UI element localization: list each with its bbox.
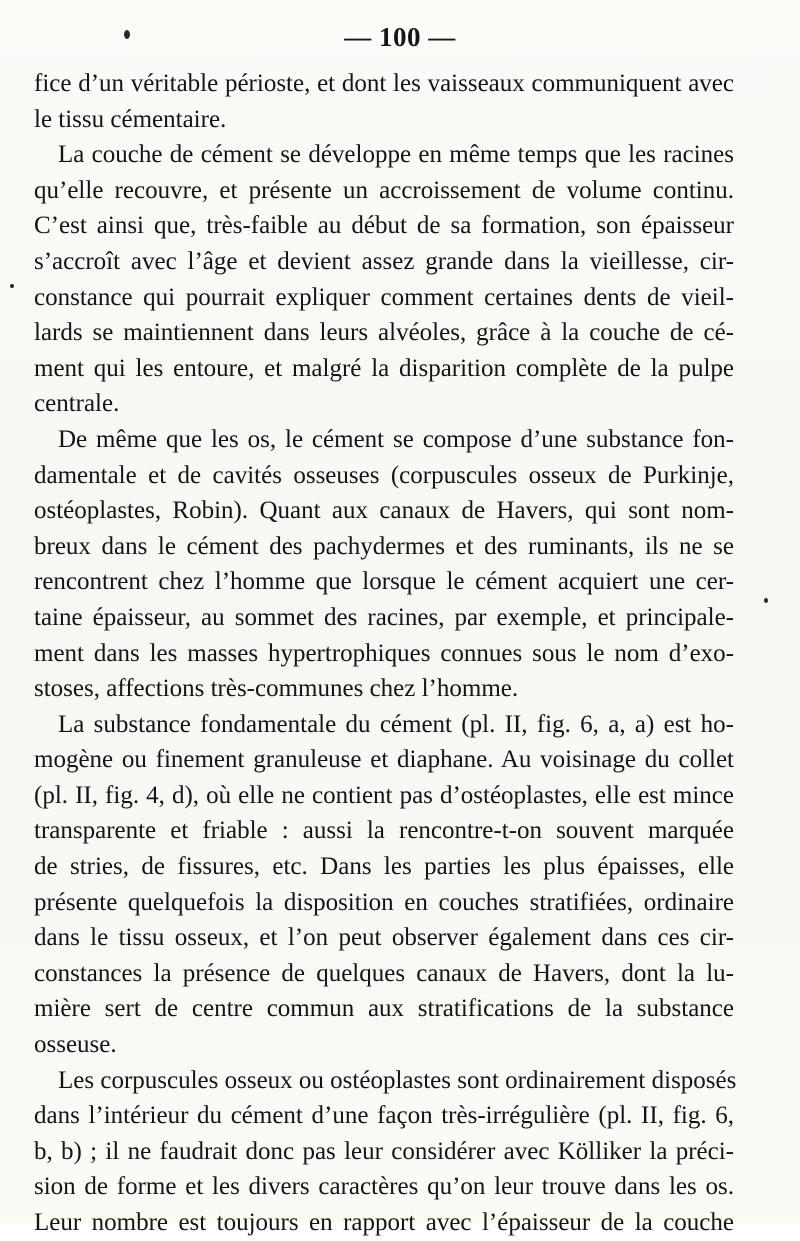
text-line: b, b) ; il ne faudrait donc pas leur considérer avec Kölliker la préci- <box>34 1137 734 1165</box>
text-line: rencontrent chez l’homme que lorsque le cément acquiert une cer- <box>34 568 734 596</box>
text-line: breux dans le cément des pachydermes et des ruminants, ils ne se <box>34 532 734 560</box>
text-line: mogène ou finement granuleuse et diaphane. Au voisinage du collet <box>34 746 734 774</box>
text-line: damentale et de cavités osseuses (corpuscules osseux de Purkinje, <box>34 461 734 489</box>
text-line: stoses, affections très-communes chez l’homme. <box>34 675 519 703</box>
text-line: De même que les os, le cément se compose d’une substance fon- <box>58 425 734 453</box>
text-line: ment qui les entoure, et malgré la disparition complète de la pulpe <box>34 354 734 382</box>
text-line: dans le tissu osseux, et l’on peut observer également dans ces cir- <box>34 924 734 952</box>
text-line: constance qui pourrait expliquer comment certaines dents de vieil- <box>34 283 734 311</box>
text-line: ment dans les masses hypertrophiques connues sous le nom d’exo- <box>34 639 734 667</box>
text-line: le tissu cémentaire. <box>34 105 227 133</box>
page-number: — 100 — <box>344 22 456 52</box>
text-line: transparente et friable : aussi la rencontre-t-on souvent marquée <box>34 817 734 845</box>
text-line: présente quelquefois la disposition en couches stratifiées, ordinaire <box>34 888 734 916</box>
text-line: de stries, de fissures, etc. Dans les parties les plus épaisses, elle <box>34 853 734 881</box>
text-line: sion de forme et les divers caractères qu’on leur trouve dans les os. <box>34 1173 734 1201</box>
text-line: s’accroît avec l’âge et devient assez grande dans la vieillesse, cir- <box>34 247 734 275</box>
text-line: Les corpuscules osseux ou ostéoplastes sont ordinairement disposés <box>58 1066 737 1094</box>
text-line: taine épaisseur, au sommet des racines, par exemple, et principale- <box>34 603 734 631</box>
text-line: constances la présence de quelques canaux de Havers, dont la lu- <box>34 959 734 987</box>
ink-speck <box>10 284 14 288</box>
ink-speck <box>764 598 768 603</box>
text-line: lards se maintiennent dans leurs alvéoles, grâce à la couche de cé- <box>34 319 734 347</box>
text-line: (pl. II, fig. 4, d), où elle ne contient pas d’ostéoplastes, elle est mince <box>34 781 734 809</box>
text-line: dans l’intérieur du cément d’une façon très-irrégulière (pl. II, fig. 6, <box>34 1102 734 1130</box>
body-text <box>34 66 737 1241</box>
text-line: osseuse. <box>34 1031 117 1059</box>
text-line: fice d’un véritable périoste, et dont les vaisseaux communiquent avec <box>34 70 734 97</box>
text-line: La couche de cément se développe en même temps que les racines <box>58 141 734 169</box>
text-line: C’est ainsi que, très-faible au début de sa formation, son épaisseur <box>34 212 734 240</box>
text-line: La substance fondamentale du cément (pl. II, fig. 6, a, a) est ho- <box>58 710 734 738</box>
text-line: qu’elle recouvre, et présente un accroissement de volume continu. <box>34 176 734 204</box>
text-line: centrale. <box>34 390 120 418</box>
text-line: Leur nombre est toujours en rapport avec l’épaisseur de la couche <box>34 1209 734 1236</box>
text-line: ostéoplastes, Robin). Quant aux canaux de Havers, qui sont nom- <box>34 497 734 525</box>
text-line: mière sert de centre commun aux stratifications de la substance <box>34 995 734 1023</box>
